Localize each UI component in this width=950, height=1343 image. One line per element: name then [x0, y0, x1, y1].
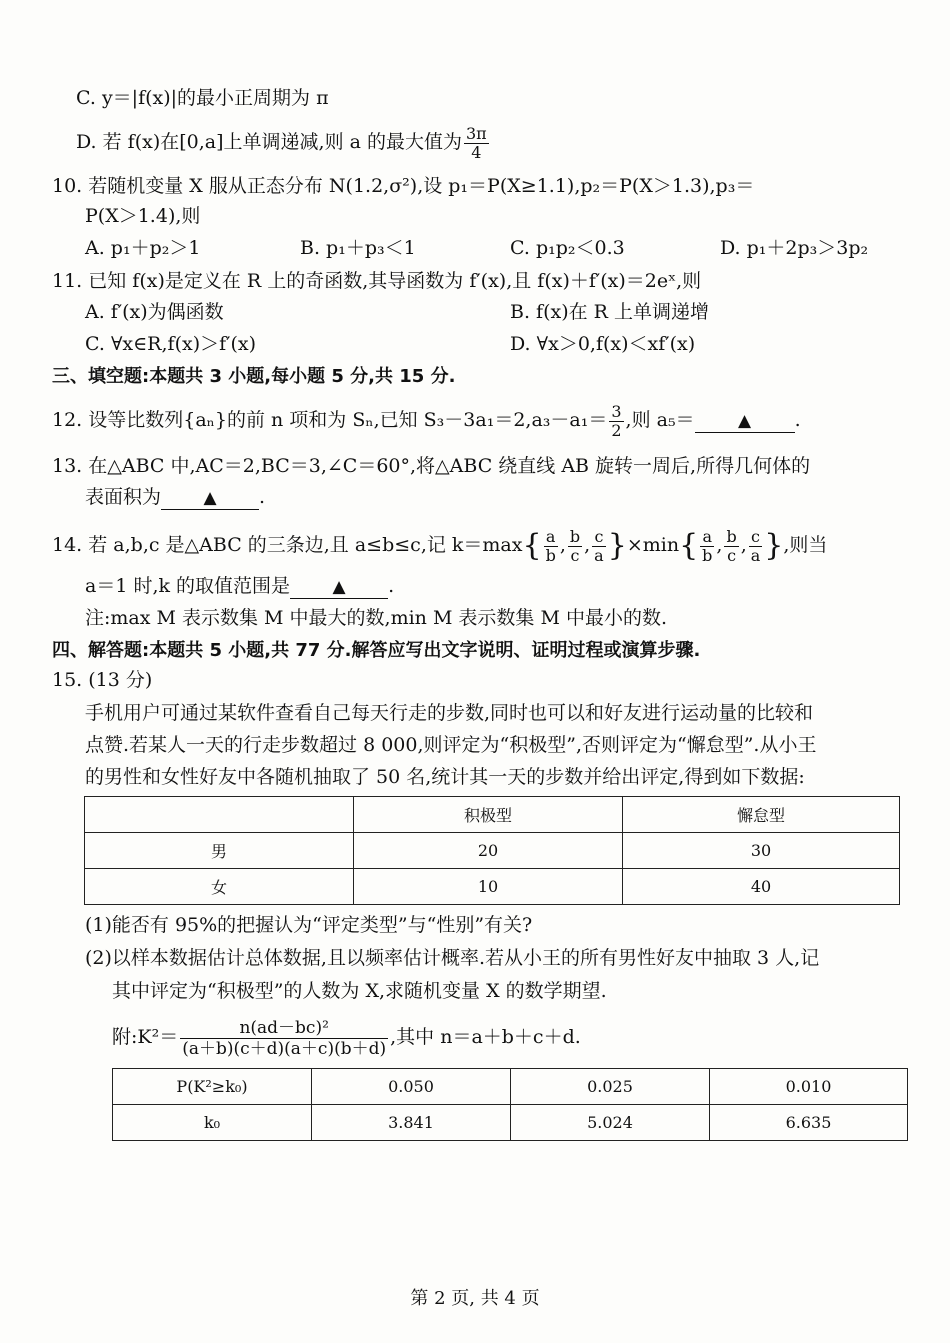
- q14-answer-blank: ▲: [290, 576, 388, 599]
- q15-critical-value-table: [112, 1068, 908, 1141]
- q14-text: 14. 若 a,b,c 是△ABC 的三条边,且 a≤b≤c,记 k＝max: [52, 534, 523, 556]
- q11-option-a: A. f′(x)为偶函数: [85, 301, 224, 323]
- table-cell: 10: [354, 869, 623, 905]
- frac-denominator: (a＋b)(c＋d)(a＋c)(b＋d): [182, 1038, 387, 1059]
- table-cell: P(K²≥k₀): [113, 1069, 312, 1105]
- q14-text-post: ,则当: [783, 534, 828, 556]
- table-cell: 40: [623, 869, 900, 905]
- q13-text: 表面积为: [85, 486, 162, 508]
- section-4-heading: 四、解答题:本题共 5 小题,共 77 分.解答应写出文字说明、证明过程或演算步骤.: [52, 640, 701, 661]
- frac-denominator: c: [570, 545, 580, 565]
- frac-numerator: c: [749, 528, 763, 547]
- left-brace: {: [522, 528, 542, 563]
- q15-paragraph-line3: 的男性和女性好友中各随机抽取了 50 名,统计其一天的步数并给出评定,得到如下数据:: [85, 766, 805, 788]
- q9-option-d-fraction: [464, 125, 489, 162]
- q9-option-d: [76, 120, 491, 164]
- q13-answer-blank: ▲: [161, 487, 259, 510]
- frac-numerator: b: [726, 526, 737, 546]
- table-cell: k₀: [113, 1105, 312, 1141]
- q10-option-c: C. p₁p₂＜0.3: [510, 237, 625, 259]
- section-3-heading: 三、填空题:本题共 3 小题,每小题 5 分,共 15 分.: [52, 366, 456, 387]
- q14-times-min: ×min: [626, 534, 680, 556]
- q12-text: 12. 设等比数列{aₙ}的前 n 项和为 Sₙ,已知 S₃－3a₁＝2,a₃－a₁＝: [52, 409, 608, 431]
- frac-denominator: a: [750, 545, 761, 565]
- formula-tail: ,其中 n＝a＋b＋c＋d.: [390, 1026, 581, 1048]
- q15-paragraph-line1: 手机用户可通过某软件查看自己每天行走的步数,同时也可以和好友进行运动量的比较和: [85, 702, 814, 724]
- q14-stem-line1: [52, 520, 827, 571]
- frac-c-over-a: [592, 528, 606, 565]
- q11-option-c: C. ∀x∈R,f(x)＞f′(x): [85, 333, 256, 355]
- q11-stem: 11. 已知 f(x)是定义在 R 上的奇函数,其导函数为 f′(x),且 f(x)＋f′(x)＝2eˣ,则: [52, 270, 702, 292]
- table-row: [113, 1069, 908, 1105]
- frac-b-over-c: [568, 528, 582, 565]
- table-header-cell: [85, 797, 354, 833]
- table-cell: 6.635: [710, 1105, 908, 1141]
- table-header-cell: 懈怠型: [623, 797, 900, 833]
- frac-numerator: 3: [611, 401, 622, 421]
- table-header-cell: 积极型: [354, 797, 623, 833]
- table-cell: 3.841: [312, 1105, 511, 1141]
- table-cell: 男: [85, 833, 354, 869]
- frac-denominator: 2: [611, 420, 622, 440]
- right-brace: }: [607, 528, 627, 563]
- comma: ,: [584, 534, 591, 556]
- q10-option-a: A. p₁＋p₂＞1: [85, 237, 201, 259]
- q12-period: .: [794, 409, 801, 431]
- q14-stem-line2: [85, 572, 394, 600]
- q10-stem-line2: P(X＞1.4),则: [85, 205, 201, 227]
- comma: ,: [716, 534, 723, 556]
- table-header-row: [85, 797, 900, 833]
- q15-header: 15. (13 分): [52, 669, 153, 691]
- q9-option-c: C. y＝|f(x)|的最小正周期为 π: [76, 87, 329, 109]
- q15-part-1: (1)能否有 95%的把握认为“评定类型”与“性别”有关?: [85, 914, 533, 936]
- right-brace: }: [764, 528, 784, 563]
- table-cell: 5.024: [511, 1105, 710, 1141]
- page-footer: 第 2 页, 共 4 页: [410, 1288, 540, 1309]
- q9-option-d-text: D. 若 f(x)在[0,a]上单调递减,则 a 的最大值为: [76, 131, 462, 153]
- q12-stem: [52, 398, 801, 442]
- frac-b-over-c: [724, 528, 738, 565]
- frac-a-over-b: [544, 528, 558, 565]
- frac-numerator: a: [544, 528, 558, 547]
- q15-paragraph-line2: 点赞.若某人一天的行走步数超过 8 000,则评定为“积极型”,否则评定为“懈怠型”.从小王: [85, 734, 817, 756]
- q13-stem-line2: [85, 483, 265, 511]
- q14-text: a＝1 时,k 的取值范围是: [85, 575, 291, 597]
- comma: ,: [559, 534, 566, 556]
- table-row: [85, 833, 900, 869]
- q14-period: .: [388, 575, 395, 597]
- frac-denominator: a: [594, 545, 604, 565]
- frac-c-over-a: [749, 528, 763, 565]
- table-cell: 20: [354, 833, 623, 869]
- table-cell: 30: [623, 833, 900, 869]
- frac-a-over-b: [700, 528, 714, 565]
- formula-label: 附:K²＝: [112, 1026, 179, 1048]
- frac-numerator: a: [700, 528, 714, 547]
- q11-option-d: D. ∀x＞0,f(x)＜xf′(x): [510, 333, 696, 355]
- table-cell: 0.050: [312, 1069, 511, 1105]
- frac-numerator: b: [569, 526, 581, 546]
- k-squared-fraction: [180, 1018, 388, 1059]
- q10-option-b: B. p₁＋p₃＜1: [300, 237, 416, 259]
- table-cell: 女: [85, 869, 354, 905]
- q11-option-b: B. f(x)在 R 上单调递增: [510, 301, 709, 323]
- q12-fraction: [609, 403, 623, 440]
- comma: ,: [740, 534, 747, 556]
- q13-stem-line1: 13. 在△ABC 中,AC＝2,BC＝3,∠C＝60°,将△ABC 绕直线 AB 旋转一周后,所得几何体的: [52, 455, 811, 477]
- left-brace: {: [679, 528, 699, 563]
- frac-denominator: b: [702, 545, 713, 565]
- table-row: [113, 1105, 908, 1141]
- q15-contingency-table: [84, 796, 900, 905]
- frac-numerator: 3π: [465, 123, 487, 143]
- q10-option-d: D. p₁＋2p₃＞3p₂: [720, 237, 869, 259]
- frac-denominator: 4: [471, 142, 482, 162]
- table-row: [85, 869, 900, 905]
- q12-answer-blank: ▲: [695, 410, 795, 433]
- table-cell: 0.025: [511, 1069, 710, 1105]
- frac-numerator: c: [592, 528, 606, 547]
- q14-note: 注:max M 表示数集 M 中最大的数,min M 表示数集 M 中最小的数.: [85, 607, 668, 629]
- frac-numerator: n(ad－bc)²: [180, 1018, 388, 1039]
- q12-text-post: ,则 a₅＝: [625, 409, 695, 431]
- q13-period: .: [259, 486, 266, 508]
- frac-denominator: b: [545, 545, 556, 565]
- frac-denominator: c: [727, 545, 737, 565]
- q10-stem-line1: 10. 若随机变量 X 服从正态分布 N(1.2,σ²),设 p₁＝P(X≥1.1),p₂＝P(X＞1.3),p₃＝: [52, 175, 755, 197]
- q15-part-2-line1: (2)以样本数据估计总体数据,且以频率估计概率.若从小王的所有男性好友中抽取 3 人,记: [85, 947, 820, 969]
- q15-part-2-line2: 其中评定为“积极型”的人数为 X,求随机变量 X 的数学期望.: [112, 980, 607, 1002]
- table-cell: 0.010: [710, 1069, 908, 1105]
- q15-formula: [112, 1012, 581, 1062]
